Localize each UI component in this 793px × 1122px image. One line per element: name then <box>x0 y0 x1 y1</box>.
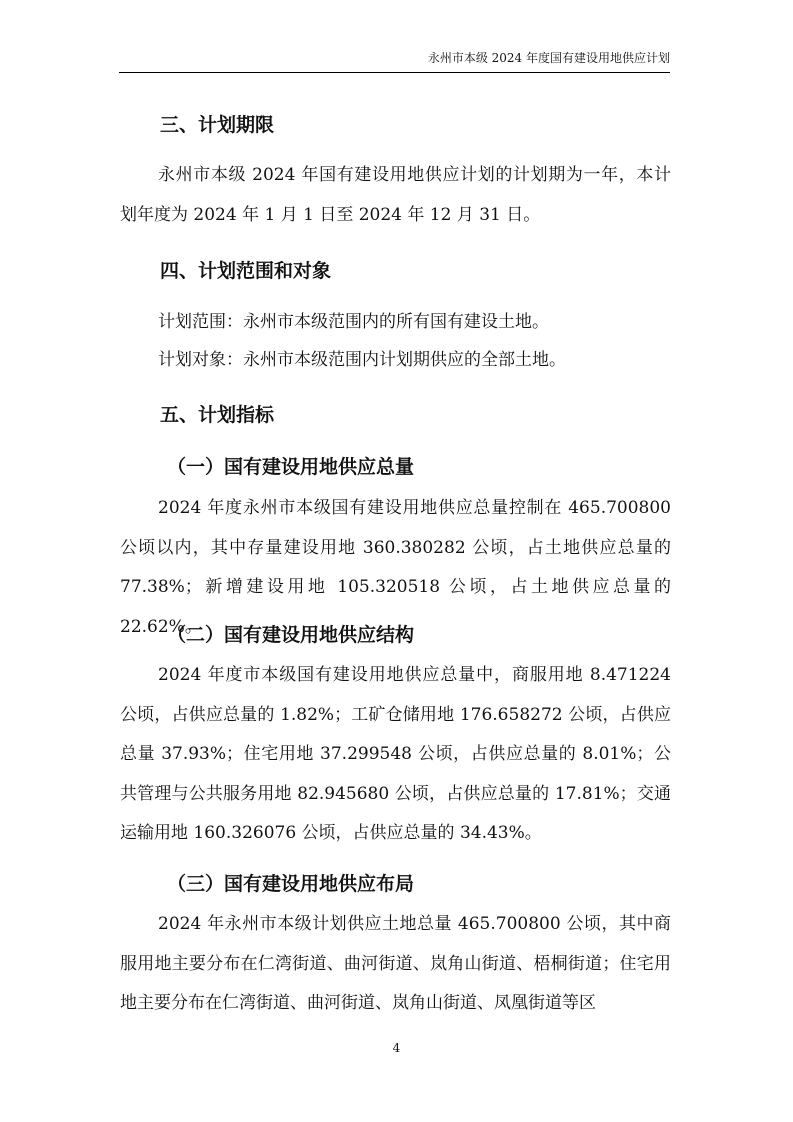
page-header <box>119 40 670 73</box>
section-heading-plan-period: 三、计划期限 <box>160 114 275 136</box>
subsection-heading-supply-structure: （二）国有建设用地供应结构 <box>167 624 415 646</box>
paragraph-plan-period: 永州市本级 2024 年国有建设用地供应计划的计划期为一年，本计划年度为 2024 年 1 月 1 日至 2024 年 12 月 31 日。 <box>120 165 671 225</box>
paragraph-plan-object: 计划对象：永州市本级范围内计划期供应的全部土地。 <box>158 350 566 370</box>
section-heading-scope-object: 四、计划范围和对象 <box>160 260 332 282</box>
page-number: 4 <box>392 1041 401 1055</box>
header-title: 永州市本级 2024 年度国有建设用地供应计划 <box>427 51 670 65</box>
paragraph-plan-scope: 计划范围：永州市本级范围内的所有国有建设土地。 <box>158 312 549 332</box>
paragraph-total-supply: 2024 年度永州市本级国有建设用地供应总量控制在 465.700800 公顷以内，其中存量建设用地 360.380282 公顷，占土地供应总量的 77.38%；新增建设用地 105.320518 公顷，占土地供应总量的 22.62%。 <box>120 498 671 637</box>
paragraph-supply-structure: 2024 年度市本级国有建设用地供应总量中，商服用地 8.471224 公顷，占供应总量的 1.82%；工矿仓储用地 176.658272 公顷，占供应总量 37.93%；住宅用地 37.299548 公顷，占供应总量的 8.01%；公共管理与公共服务用地 82.945680 公顷，占供应总量的 17.81%；交通运输用地 160.326076 公顷，占供应总量的 34.43%。 <box>120 665 671 843</box>
subsection-heading-supply-layout: （三）国有建设用地供应布局 <box>167 873 415 895</box>
section-heading-plan-indicators: 五、计划指标 <box>160 404 275 426</box>
paragraph-supply-layout: 2024 年永州市本级计划供应土地总量 465.700800 公顷，其中商服用地主要分布在仁湾街道、曲河街道、岚角山街道、梧桐街道；住宅用地主要分布在仁湾街道、曲河街道、岚角山街道、凤凰街道等区 <box>120 914 671 1013</box>
subsection-heading-total-supply: （一）国有建设用地供应总量 <box>167 456 415 478</box>
